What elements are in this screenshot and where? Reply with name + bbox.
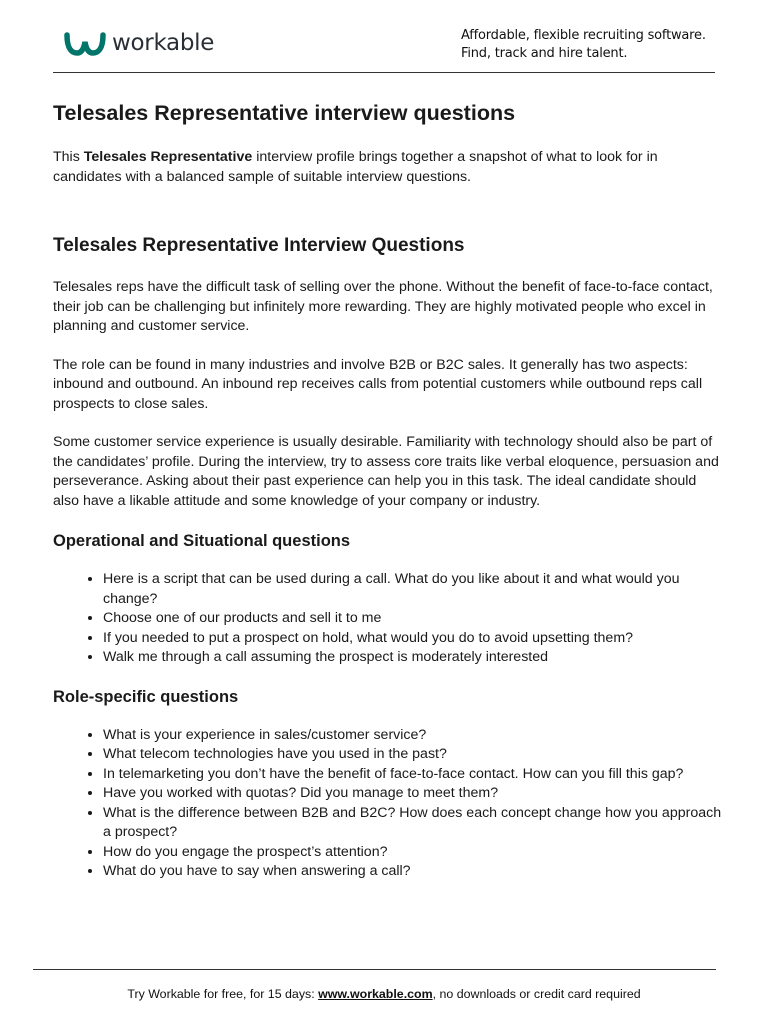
operational-heading: Operational and Situational questions — [53, 532, 351, 550]
footer-link[interactable]: www.workable.com — [318, 987, 433, 1001]
intro-bold: Telesales Representative — [83, 149, 253, 165]
page-title: Telesales Representative interview questions — [53, 101, 516, 125]
list-item: • Have you worked with quotas? Did you manage to meet them? — [103, 784, 723, 804]
footer-divider — [33, 969, 716, 970]
paragraph: Some customer service experience is usually desirable. Familiarity with technology should also be part of the candidates’ profile. During the interview, try to assess core traits like verbal eloquence, persuasion and perseverance. Asking about their past experience can help you in this task. The ideal candidate should also have a likable attitude and some knowledge of your company or industry. — [53, 434, 719, 509]
role-specific-list — [53, 726, 723, 882]
list-item: • If you needed to put a prospect on hold, what would you do to avoid upsetting them? — [103, 629, 723, 649]
workable-logo-icon — [64, 30, 106, 56]
list-item: • Choose one of our products and sell it to me — [103, 609, 723, 629]
list-item: • What is your experience in sales/customer service? — [103, 726, 723, 746]
list-item: • What telecom technologies have you used in the past? — [103, 745, 723, 765]
tagline-line-1: Affordable, flexible recruiting software. — [461, 28, 706, 43]
logo-text: workable — [112, 30, 215, 56]
list-item: • What do you have to say when answering a call? — [103, 862, 723, 882]
page-header — [0, 0, 768, 73]
list-item: • Walk me through a call assuming the prospect is moderately interested — [103, 648, 723, 668]
paragraph: The role can be found in many industries and involve B2B or B2C sales. It generally has two aspects: inbound and outbound. An inbound rep receives calls from potential customers while outbound reps call prospects to close sales. — [53, 356, 703, 412]
intro-prefix: This — [53, 149, 84, 165]
section-heading: Telesales Representative Interview Questions — [53, 235, 465, 256]
role-specific-heading: Role-specific questions — [53, 687, 239, 706]
footer-suffix: , no downloads or credit card required — [432, 987, 641, 1001]
footer-prefix: Try Workable for free, for 15 days: — [127, 987, 319, 1001]
intro-suffix: interview profile brings together a snapshot of what to look for in candidates with a balanced sample of suitable interview questions. — [53, 149, 658, 185]
operational-list — [53, 570, 723, 668]
list-item: • How do you engage the prospect’s attention? — [103, 843, 723, 863]
tagline — [461, 27, 706, 63]
header-divider — [53, 72, 715, 73]
intro-paragraph — [53, 148, 723, 187]
list-item: • What is the difference between B2B and B2C? How does each concept change how you approach a prospect? — [103, 804, 723, 843]
list-item: • Here is a script that can be used during a call. What do you like about it and what would you change? — [103, 570, 723, 609]
tagline-line-2: Find, track and hire talent. — [461, 46, 628, 61]
page-footer — [0, 987, 768, 1001]
list-item: • In telemarketing you don’t have the benefit of face-to-face contact. How can you fill this gap? — [103, 765, 723, 785]
paragraph: Telesales reps have the difficult task of selling over the phone. Without the benefit of face-to-face contact, their job can be challenging but infinitely more rewarding. They are highly motivated people who excel in planning and customer service. — [53, 279, 713, 334]
document-body — [53, 98, 723, 882]
workable-logo[interactable] — [64, 30, 214, 56]
